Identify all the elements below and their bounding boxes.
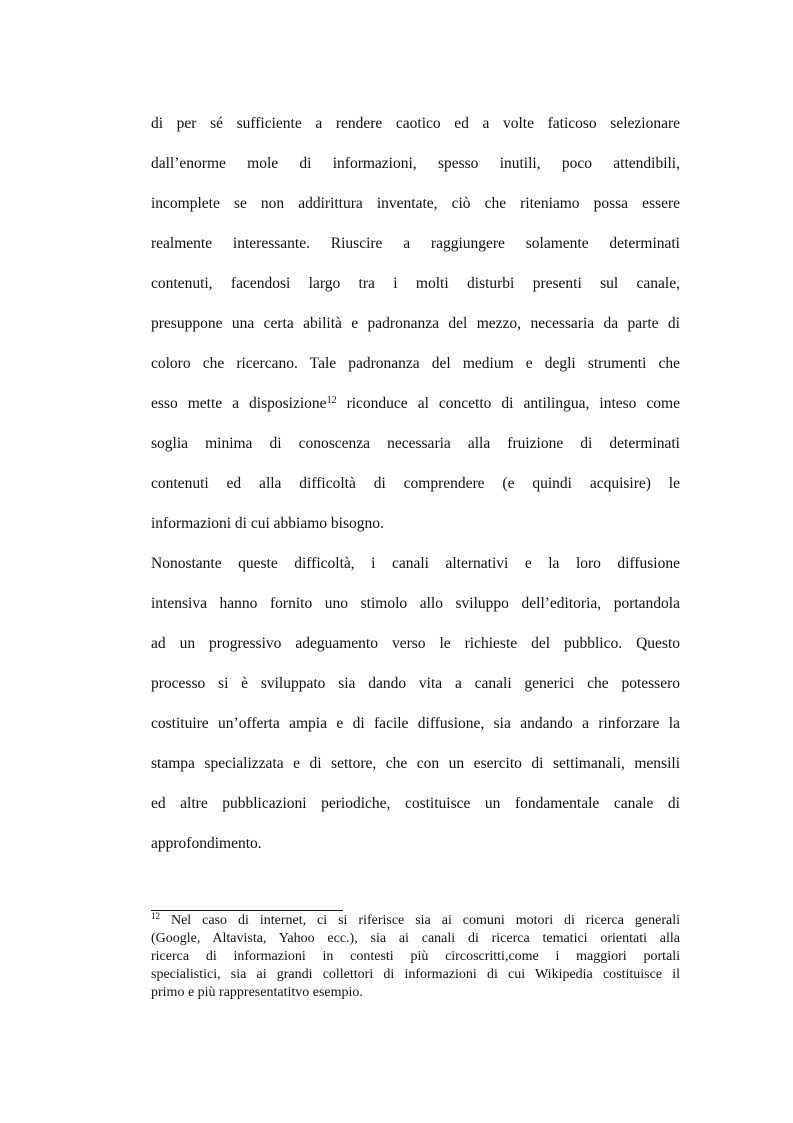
text-line: intensiva hanno fornito uno stimolo allo sviluppo dell’editoria, portandola	[151, 595, 680, 612]
footnote-line: primo e più rappresentatitvo esempio.	[151, 985, 363, 1000]
footnote-number: 12	[151, 911, 160, 921]
text-line: costituire un’offerta ampia e di facile diffusione, sia andando a rinforzare la	[151, 715, 680, 732]
footnote	[151, 912, 680, 1002]
text-line: Nonostante queste difficoltà, i canali alternativi e la loro diffusione	[151, 555, 680, 572]
text-line: coloro che ricercano. Tale padronanza del medium e degli strumenti che	[151, 355, 680, 372]
text-line: approfondimento.	[151, 835, 262, 852]
text-line: ad un progressivo adeguamento verso le richieste del pubblico. Questo	[151, 635, 680, 652]
text-line: contenuti ed alla difficoltà di comprendere (e quindi acquisire) le	[151, 475, 680, 492]
body-text	[151, 111, 680, 871]
footnote-line	[151, 912, 680, 930]
text-line: ed altre pubblicazioni periodiche, costituisce un fondamentale canale di	[151, 795, 680, 812]
footnote-line: ricerca di informazioni in contesti più circoscritti,come i maggiori portali	[151, 949, 680, 964]
text-line: contenuti, facendosi largo tra i molti disturbi presenti sul canale,	[151, 275, 680, 292]
footnote-text: Nel caso di internet, ci si riferisce sia ai comuni motori di ricerca generali	[170, 913, 681, 928]
footnote-reference: 12	[326, 395, 337, 406]
text-fragment: esso mette a disposizione	[151, 395, 327, 412]
text-line: informazioni di cui abbiamo bisogno.	[151, 515, 384, 532]
footnote-separator	[151, 910, 343, 911]
text-line: dall’enorme mole di informazioni, spesso inutili, poco attendibili,	[151, 155, 680, 172]
text-line-with-footnote-ref	[151, 391, 680, 431]
text-line: presuppone una certa abilità e padronanza del mezzo, necessaria da parte di	[151, 315, 680, 332]
text-line: di per sé sufficiente a rendere caotico ed a volte faticoso selezionare	[151, 115, 680, 132]
text-fragment: riconduce al concetto di antilingua, inteso come	[336, 395, 680, 412]
text-line: incomplete se non addirittura inventate, ciò che riteniamo possa essere	[151, 195, 680, 212]
footnote-line: specialistici, sia ai grandi collettori di informazioni di cui Wikipedia costituisce il	[151, 967, 680, 982]
text-line: stampa specializzata e di settore, che con un esercito di settimanali, mensili	[151, 755, 680, 772]
footnote-line: (Google, Altavista, Yahoo ecc.), sia ai canali di ricerca tematici orientati alla	[151, 931, 680, 946]
text-line: soglia minima di conoscenza necessaria alla fruizione di determinati	[151, 435, 680, 452]
text-line: processo si è sviluppato sia dando vita a canali generici che potessero	[151, 675, 680, 692]
text-line: realmente interessante. Riuscire a raggiungere solamente determinati	[151, 235, 680, 252]
